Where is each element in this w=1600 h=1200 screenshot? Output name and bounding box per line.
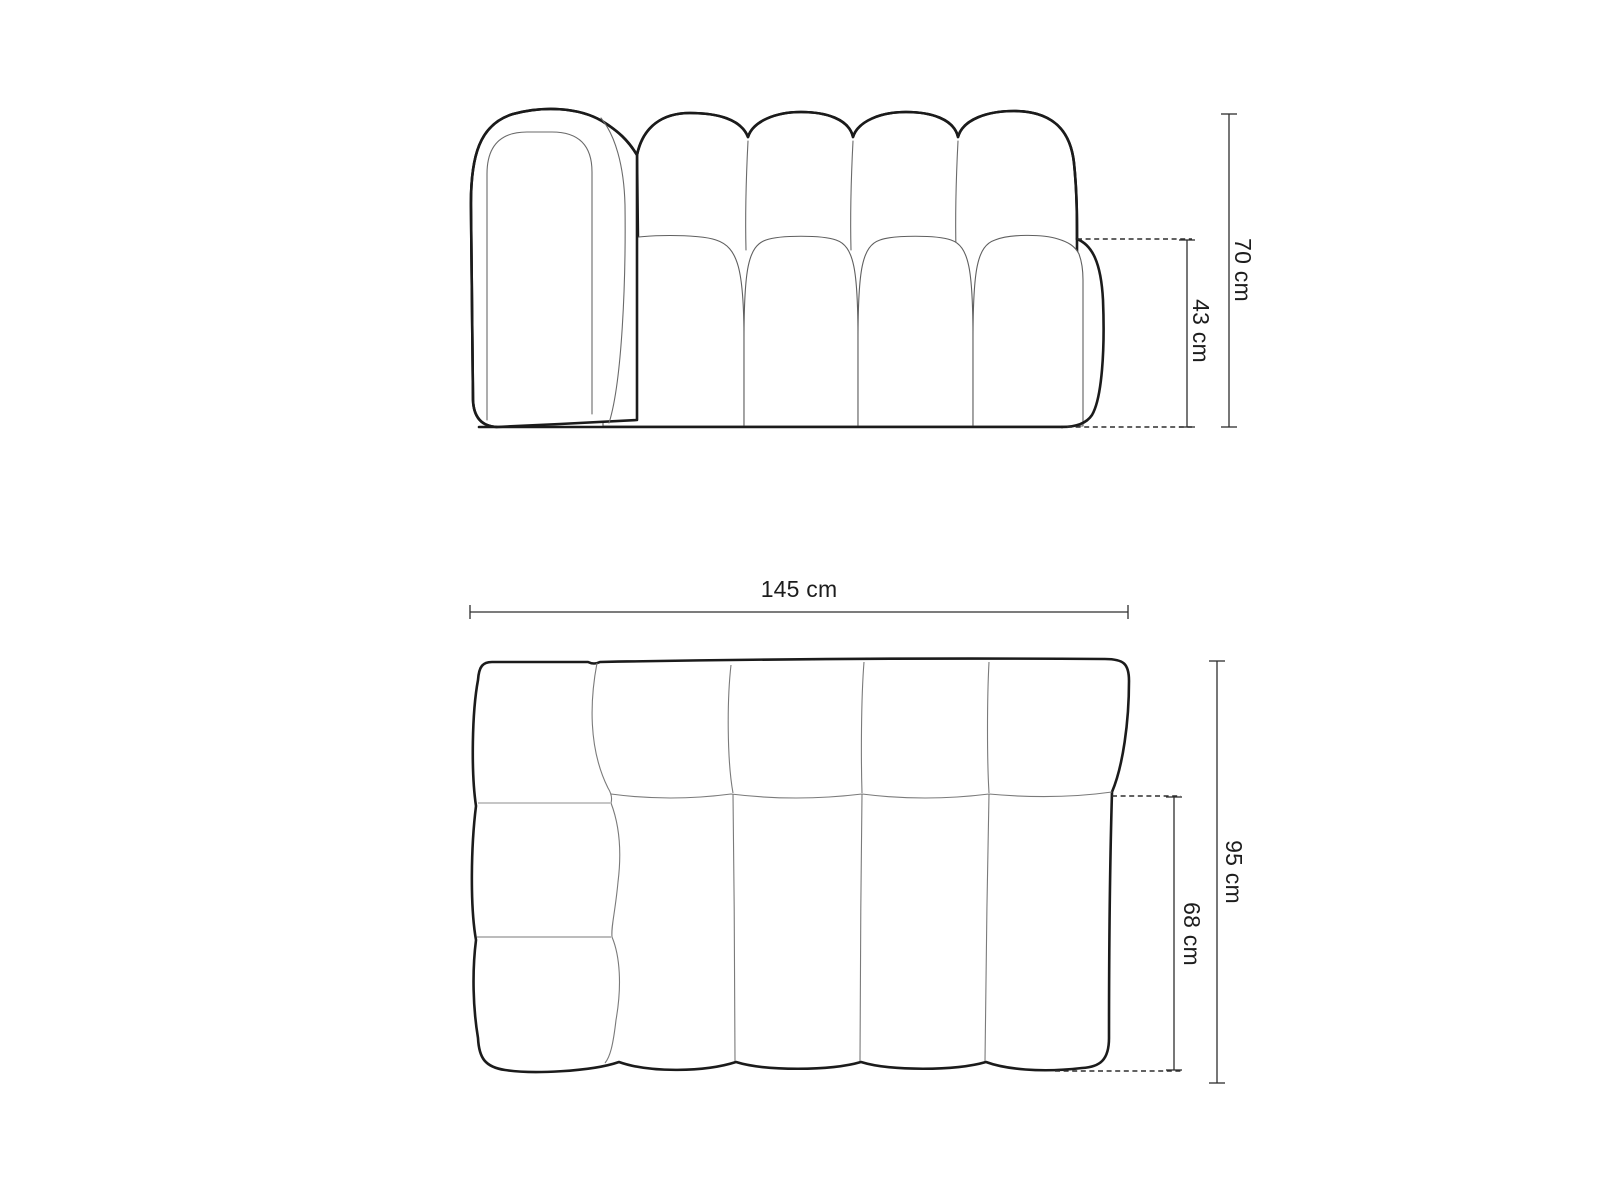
seat-cushion	[973, 235, 1083, 426]
seat-cushion	[744, 236, 858, 426]
seat-depth-label: 68 cm	[1179, 902, 1205, 966]
seat-height-label: 43 cm	[1188, 299, 1214, 363]
total-depth-dimension	[1209, 661, 1247, 1083]
armrest-front	[471, 109, 637, 427]
total-width-label: 145 cm	[760, 576, 838, 602]
seat-cushion	[858, 236, 973, 426]
plan-outline	[472, 659, 1129, 1072]
seat-depth-dimension	[1166, 797, 1205, 1070]
total-width-dimension	[470, 576, 1128, 619]
total-height-label: 70 cm	[1230, 238, 1256, 302]
top-plan-view	[470, 576, 1247, 1083]
total-depth-label: 95 cm	[1221, 840, 1247, 904]
seat-cushions	[603, 235, 1104, 427]
seat-height-dimension	[1179, 240, 1214, 427]
total-height-dimension	[1221, 114, 1256, 427]
front-extension-lines	[1067, 239, 1192, 427]
front-elevation-view	[471, 109, 1256, 427]
